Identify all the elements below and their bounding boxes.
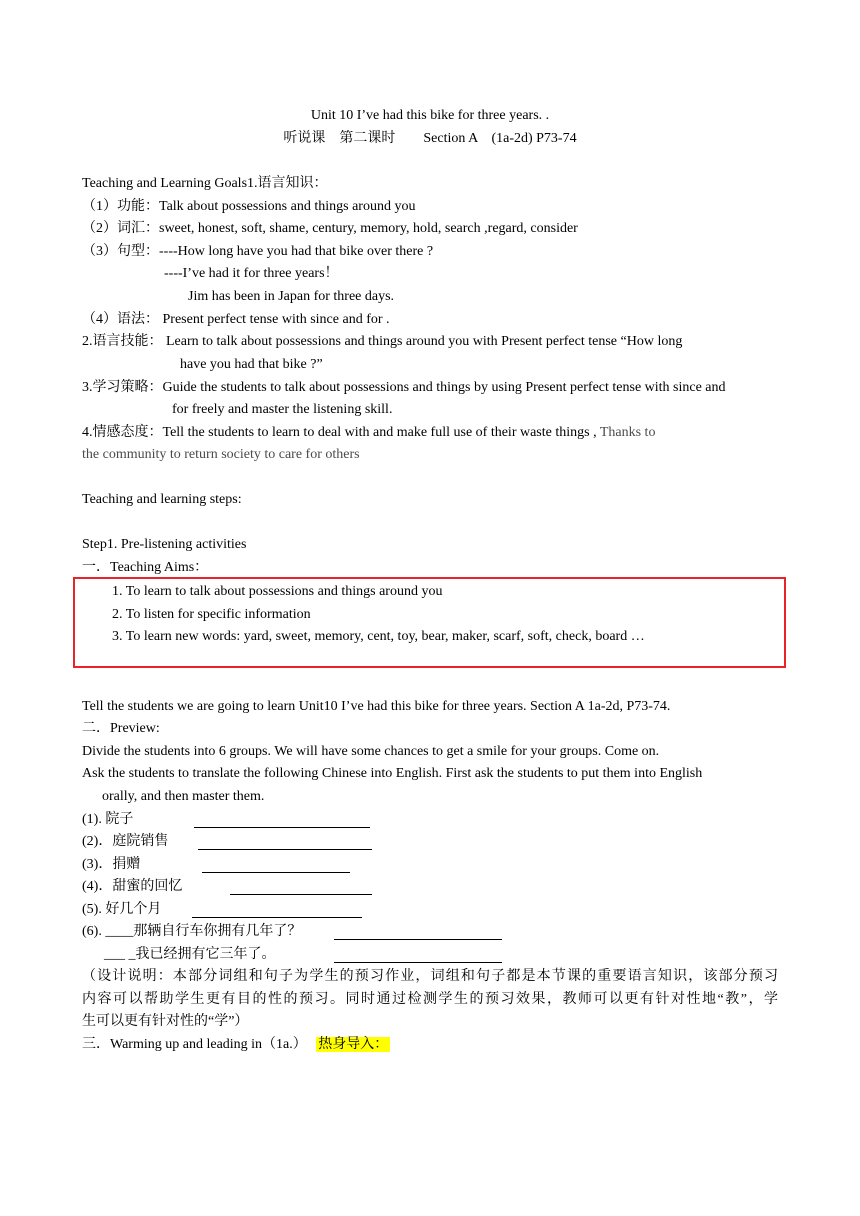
exercise-label: (6). ____那辆自行车你拥有几年了？: [82, 924, 302, 939]
design-note-line1: （设计说明：本部分词组和句子为学生的预习作业，词组和句子都是本节课的重要语言知识，该部分预习: [82, 969, 778, 984]
goal-skill-line2: have you had that bike ?”: [180, 357, 323, 372]
warmup-label: 三．Warming up and leading in（1a.）: [82, 1037, 307, 1052]
goal-sentence-example-2: Jim has been in Japan for three days.: [188, 289, 395, 304]
goal-attitude-line2: the community to return society to care for others: [82, 447, 360, 462]
exercise-label: (5). 好几个月: [82, 902, 162, 917]
document-title: Unit 10 I’ve had this bike for three years. .: [310, 108, 550, 123]
aim-item-3: 3. To learn new words: yard, sweet, memory, cent, toy, bear, maker, scarf, soft, check, board …: [112, 629, 645, 644]
section-teaching-aims: 一．Teaching Aims：: [82, 560, 209, 575]
goal-grammar: （4）语法： Present perfect tense with since and for .: [82, 312, 390, 327]
exercise-label: ___ _我已经拥有它三年了。: [104, 947, 276, 962]
answer-blank[interactable]: [334, 948, 502, 963]
goal-skill-line1: 2.语言技能： Learn to talk about possessions and things around you with Present perfect tense “How long: [82, 334, 683, 349]
exercise-item: [82, 876, 182, 898]
exercise-item: [82, 854, 140, 876]
exercise-label: (3)．捐赠: [82, 857, 141, 872]
goal-attitude-thanks: Thanks to: [596, 425, 656, 440]
goal-sentence-example-1: ----I’ve had it for three years！: [164, 266, 339, 281]
section-preview: 二．Preview:: [82, 721, 160, 736]
tell-students-text: Tell the students we are going to learn Unit10 I’ve had this bike for three years. Section A 1a-2d, P73-74.: [82, 699, 671, 714]
goal-sentence-pattern: （3）句型：----How long have you had that bike over there ?: [82, 244, 434, 259]
aim-item-1: 1. To learn to talk about possessions and things around you: [112, 584, 443, 599]
design-note-line2: 内容可以帮助学生更有目的性的预习。同时通过检测学生的预习效果，教师可以更有针对性地“教”，学: [82, 992, 778, 1007]
ask-translate-line2: orally, and then master them.: [102, 789, 265, 804]
goal-attitude-text: 4.情感态度：Tell the students to learn to deal with and make full use of their waste things ,: [82, 425, 597, 440]
exercise-item: [82, 921, 301, 943]
exercise-item: [82, 899, 161, 921]
step1-title: Step1. Pre-listening activities: [82, 537, 247, 552]
goal-attitude-line1: [82, 422, 655, 444]
answer-blank[interactable]: [230, 880, 372, 895]
goals-heading: Teaching and Learning Goals1.语言知识：: [82, 176, 328, 191]
answer-blank[interactable]: [198, 835, 372, 850]
design-note-line3: 生可以更有针对性的“学”）: [82, 1014, 249, 1029]
warmup-highlight: 热身导入：: [318, 1037, 389, 1052]
steps-heading: Teaching and learning steps:: [82, 492, 242, 507]
aim-item-2: 2. To listen for specific information: [112, 607, 311, 622]
goal-strategy-line2: for freely and master the listening skill.: [172, 402, 393, 417]
divide-groups-text: Divide the students into 6 groups. We will have some chances to get a smile for your groups. Come on.: [82, 744, 660, 759]
goal-vocabulary: （2）词汇：sweet, honest, soft, shame, century, memory, hold, search ,regard, consider: [82, 221, 578, 236]
exercise-label: (1). 院子: [82, 812, 134, 827]
goal-strategy-line1: 3.学习策略：Guide the students to talk about possessions and things by using Present perfect tense with since and: [82, 380, 726, 395]
exercise-item: [82, 809, 133, 831]
warmup-line: [82, 1034, 390, 1056]
ask-translate-line1: Ask the students to translate the following Chinese into English. First ask the students to put them into English: [82, 766, 703, 781]
exercise-item: [104, 944, 276, 966]
answer-blank[interactable]: [202, 858, 350, 873]
answer-blank[interactable]: [192, 903, 362, 918]
answer-blank[interactable]: [334, 925, 502, 940]
exercise-label: (2)．庭院销售: [82, 834, 169, 849]
exercise-label: (4)．甜蜜的回忆: [82, 879, 183, 894]
document-subtitle: 听说课 第二课时 Section A (1a-2d) P73-74: [283, 131, 577, 146]
answer-blank[interactable]: [194, 813, 370, 828]
exercise-item: [82, 831, 168, 853]
goal-function: （1）功能：Talk about possessions and things around you: [82, 199, 416, 214]
